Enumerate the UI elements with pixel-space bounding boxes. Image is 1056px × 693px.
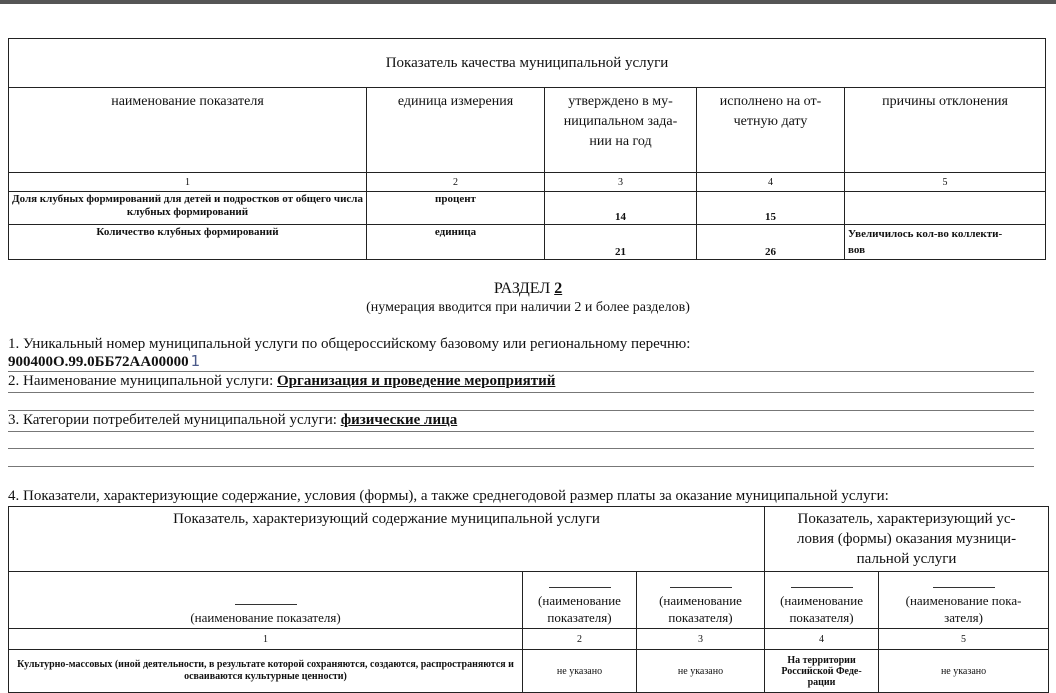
subheader-label: (наименование показателя) <box>780 593 863 625</box>
column-number: 1 <box>9 173 367 192</box>
underline <box>8 466 1034 467</box>
blank-line <box>670 587 732 588</box>
column-number: 2 <box>367 173 545 192</box>
column-number: 4 <box>765 629 879 650</box>
subheader-label: (наименование пока- зателя) <box>905 593 1022 625</box>
column-number: 3 <box>637 629 765 650</box>
header-approved: утверждено в му- ниципальном зада- нии на год <box>545 88 697 173</box>
header-deviation-reasons: причины отклонения <box>845 88 1046 173</box>
blank-line <box>549 587 611 588</box>
blank-line <box>791 587 853 588</box>
item2-line <box>8 373 555 390</box>
section-note: (нумерация вводится при наличии 2 и более разделов) <box>366 300 690 315</box>
section-label: РАЗДЕЛ <box>493 280 551 297</box>
deviation-reason: Увеличилось кол-во коллекти- вов <box>845 225 1046 260</box>
blank-line <box>235 604 297 605</box>
service-name-value: Организация и проведение мероприятий <box>277 373 556 389</box>
consumer-category-value: физические лица <box>340 412 458 428</box>
quality-indicator-table <box>8 38 1046 260</box>
blank-line <box>933 587 995 588</box>
territory-value: На территории Российской Феде- рации <box>765 650 879 693</box>
service-unique-number: 900400О.99.0ББ72АА00000 <box>8 354 189 370</box>
handwritten-mark: 1 <box>190 352 201 370</box>
subheader-cell <box>9 572 523 629</box>
indicator-name: Доля клубных формирований для детей и подростков от общего числа клубных формирований <box>9 192 367 225</box>
column-number: 1 <box>9 629 523 650</box>
subheader-label: (наименование показателя) <box>538 593 621 625</box>
deviation-reason <box>845 192 1046 225</box>
item3-line <box>8 412 457 429</box>
service-content-description: Культурно-массовых (иной деятельности, в результате которой сохраняются, создаются, распространяются и осваиваются культурные ценности) <box>9 650 523 693</box>
approved-value: 21 <box>545 225 697 260</box>
indicator-name: Количество клубных формирований <box>9 225 367 260</box>
underline <box>8 431 1034 432</box>
underline <box>8 410 1034 411</box>
subheader-cell <box>765 572 879 629</box>
subheader-label: (наименование показателя) <box>659 593 742 625</box>
subheader-cell <box>879 572 1049 629</box>
content-indicator-table <box>8 506 1049 693</box>
indicator-unit: процент <box>367 192 545 225</box>
cell-value: не указано <box>523 650 637 693</box>
header-executed: исполнено на от- четную дату <box>697 88 845 173</box>
quality-table-title: Показатель качества муниципальной услуги <box>9 39 1046 88</box>
column-number: 5 <box>879 629 1049 650</box>
table-row <box>9 192 1046 225</box>
header-indicator-name: наименование показателя <box>9 88 367 173</box>
subheader-label: (наименование показателя) <box>190 610 341 625</box>
indicator-unit: единица <box>367 225 545 260</box>
executed-value: 15 <box>697 192 845 225</box>
column-number: 5 <box>845 173 1046 192</box>
header-service-content: Показатель, характеризующий содержание муниципальной услуги <box>9 507 765 572</box>
header-unit: единица измерения <box>367 88 545 173</box>
underline <box>8 371 1034 372</box>
approved-value: 14 <box>545 192 697 225</box>
column-number: 2 <box>523 629 637 650</box>
section-heading <box>0 280 1056 298</box>
item1-label: 1. Уникальный номер муниципальной услуги по общероссийскому базовому или региональному перечню: <box>8 336 691 352</box>
scan-top-edge <box>0 0 1056 4</box>
column-number: 4 <box>697 173 845 192</box>
subheader-cell <box>523 572 637 629</box>
table-row <box>9 650 1049 693</box>
underline <box>8 392 1034 393</box>
cell-value: не указано <box>637 650 765 693</box>
column-number: 3 <box>545 173 697 192</box>
underline <box>8 448 1034 449</box>
subheader-cell <box>637 572 765 629</box>
section-number: 2 <box>554 280 563 297</box>
table-row <box>9 225 1046 260</box>
item2-label: 2. Наименование муниципальной услуги: <box>8 373 274 389</box>
item3-label: 3. Категории потребителей муниципальной услуги: <box>8 412 337 428</box>
item4-label: 4. Показатели, характеризующие содержание, условия (формы), а также среднегодовой размер платы за оказание муниципальной услуги: <box>8 488 889 504</box>
item1-value-line <box>8 352 200 371</box>
cell-value: не указано <box>879 650 1049 693</box>
executed-value: 26 <box>697 225 845 260</box>
header-service-conditions: Показатель, характеризующий ус- ловия (формы) оказания музници- пальной услуги <box>765 507 1049 572</box>
